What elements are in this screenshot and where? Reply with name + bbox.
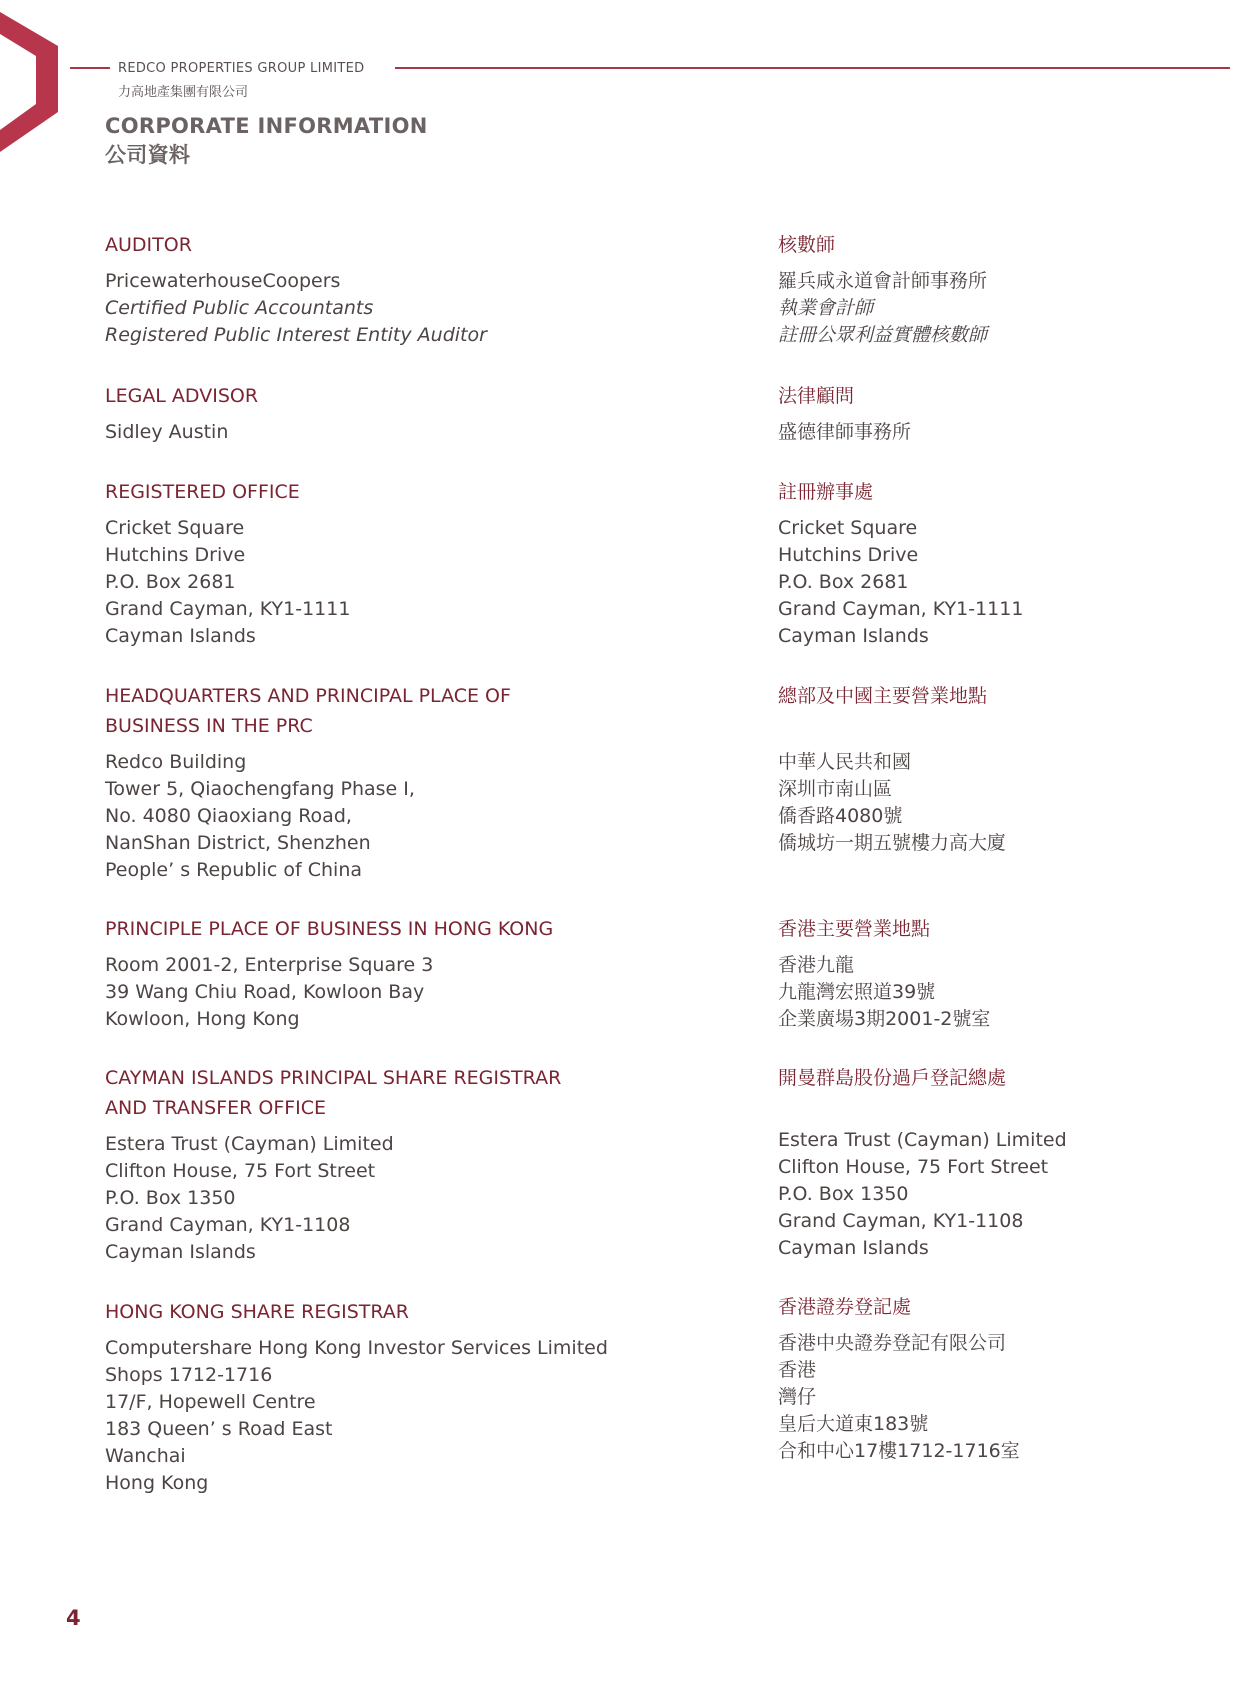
address-line: 香港中央證券登記有限公司 [778,1332,1007,1354]
legal-advisor-name-zh: 盛德律師事務所 [778,421,912,443]
header-rule-right [395,67,1230,69]
address-line: Redco Building [105,751,247,773]
cayman-registrar-heading-line: AND TRANSFER OFFICE [105,1097,327,1119]
address-line: 合和中心17樓1712-1716室 [778,1440,1020,1462]
address-line: 企業廣場3期2001-2號室 [778,1008,991,1030]
page-number: 4 [66,1606,81,1630]
address-line: Hong Kong [105,1472,209,1494]
address-line: Estera Trust (Cayman) Limited [778,1129,1067,1151]
auditor-name-zh: 羅兵咸永道會計師事務所 [778,270,988,292]
page-title-en: CORPORATE INFORMATION [105,114,428,138]
address-line: Wanchai [105,1445,186,1467]
auditor-section-zh [778,230,987,349]
hk-registrar-heading: HONG KONG SHARE REGISTRAR [105,1301,409,1323]
address-line: 中華人民共和國 [778,751,912,773]
hk-business-section-en [105,914,553,1033]
registered-office-heading-zh: 註冊辦事處 [778,481,874,503]
cayman-registrar-heading-line: CAYMAN ISLANDS PRINCIPAL SHARE REGISTRAR [105,1067,562,1089]
address-line: Grand Cayman, KY1-1108 [778,1210,1024,1232]
address-line: 皇后大道東183號 [778,1413,929,1435]
address-line: Tower 5, Qiaochengfang Phase I, [105,778,415,800]
address-line: 僑香路4080號 [778,805,903,827]
hk-business-section-zh [778,914,990,1033]
address-line: P.O. Box 1350 [778,1183,909,1205]
hk-business-heading-zh: 香港主要營業地點 [778,918,931,940]
auditor-heading-zh: 核數師 [778,234,836,256]
hk-registrar-heading-zh: 香港證券登記處 [778,1296,912,1318]
headquarters-section-zh [778,681,1006,857]
auditor-heading: AUDITOR [105,234,192,256]
address-line: Kowloon, Hong Kong [105,1008,300,1030]
address-line: 183 Queen’ s Road East [105,1418,333,1440]
address-line: Cricket Square [105,517,245,539]
address-line: Clifton House, 75 Fort Street [105,1160,376,1182]
registered-office-section-en [105,477,350,650]
logo-hexagon-icon [0,12,62,152]
address-line: 39 Wang Chiu Road, Kowloon Bay [105,981,425,1003]
address-line: Grand Cayman, KY1-1111 [105,598,351,620]
address-line: NanShan District, Shenzhen [105,832,371,854]
headquarters-heading-line: HEADQUARTERS AND PRINCIPAL PLACE OF [105,685,511,707]
address-line: Cricket Square [778,517,918,539]
address-line: 17/F, Hopewell Centre [105,1391,316,1413]
address-line: Grand Cayman, KY1-1108 [105,1214,351,1236]
address-line: Estera Trust (Cayman) Limited [105,1133,394,1155]
company-name-en: REDCO PROPERTIES GROUP LIMITED [118,61,365,76]
address-line: Hutchins Drive [105,544,246,566]
registered-office-section-zh [778,477,1023,650]
legal-advisor-heading: LEGAL ADVISOR [105,385,259,407]
auditor-qualification-zh: 執業會計師 [778,297,874,319]
address-line: People’ s Republic of China [105,859,363,881]
headquarters-heading-line: BUSINESS IN THE PRC [105,715,313,737]
address-line: 香港 [778,1359,817,1381]
header-rule-left [70,67,110,69]
auditor-name: PricewaterhouseCoopers [105,270,341,292]
cayman-registrar-section-zh [778,1063,1067,1262]
legal-advisor-section-en [105,381,258,446]
address-line: P.O. Box 2681 [105,571,236,593]
address-line: 灣仔 [778,1386,817,1408]
address-line: Room 2001-2, Enterprise Square 3 [105,954,434,976]
address-line: P.O. Box 1350 [105,1187,236,1209]
address-line: Shops 1712-1716 [105,1364,273,1386]
address-line: 香港九龍 [778,954,855,976]
headquarters-heading-zh: 總部及中國主要營業地點 [778,685,988,707]
hk-business-heading: PRINCIPLE PLACE OF BUSINESS IN HONG KONG [105,918,554,940]
cayman-registrar-heading-zh: 開曼群島股份過戶登記總處 [778,1067,1007,1089]
address-line: Cayman Islands [778,625,929,647]
address-line: Cayman Islands [105,1241,256,1263]
address-line: Clifton House, 75 Fort Street [778,1156,1049,1178]
address-line: Computershare Hong Kong Investor Services Limited [105,1337,608,1359]
page-title [105,112,428,170]
address-line: Hutchins Drive [778,544,919,566]
page-title-zh: 公司資料 [105,143,191,167]
hk-registrar-section-en [105,1297,608,1497]
address-line: Cayman Islands [105,625,256,647]
legal-advisor-section-zh [778,381,911,446]
auditor-section-en [105,230,487,349]
address-line: 僑城坊一期五號樓力高大廈 [778,832,1007,854]
legal-advisor-name: Sidley Austin [105,421,229,443]
address-line: P.O. Box 2681 [778,571,909,593]
address-line: Cayman Islands [778,1237,929,1259]
company-name-zh: 力高地產集團有限公司 [118,85,249,100]
address-line: 深圳市南山區 [778,778,893,800]
auditor-registration: Registered Public Interest Entity Auditor [105,324,487,346]
registered-office-heading: REGISTERED OFFICE [105,481,300,503]
headquarters-section-en [105,681,511,884]
hk-registrar-section-zh [778,1292,1020,1465]
auditor-qualification: Certified Public Accountants [105,297,374,319]
legal-advisor-heading-zh: 法律顧問 [778,385,855,407]
cayman-registrar-section-en [105,1063,561,1266]
auditor-registration-zh: 註冊公眾利益實體核數師 [778,324,988,346]
address-line: Grand Cayman, KY1-1111 [778,598,1024,620]
address-line: No. 4080 Qiaoxiang Road, [105,805,352,827]
address-line: 九龍灣宏照道39號 [778,981,936,1003]
